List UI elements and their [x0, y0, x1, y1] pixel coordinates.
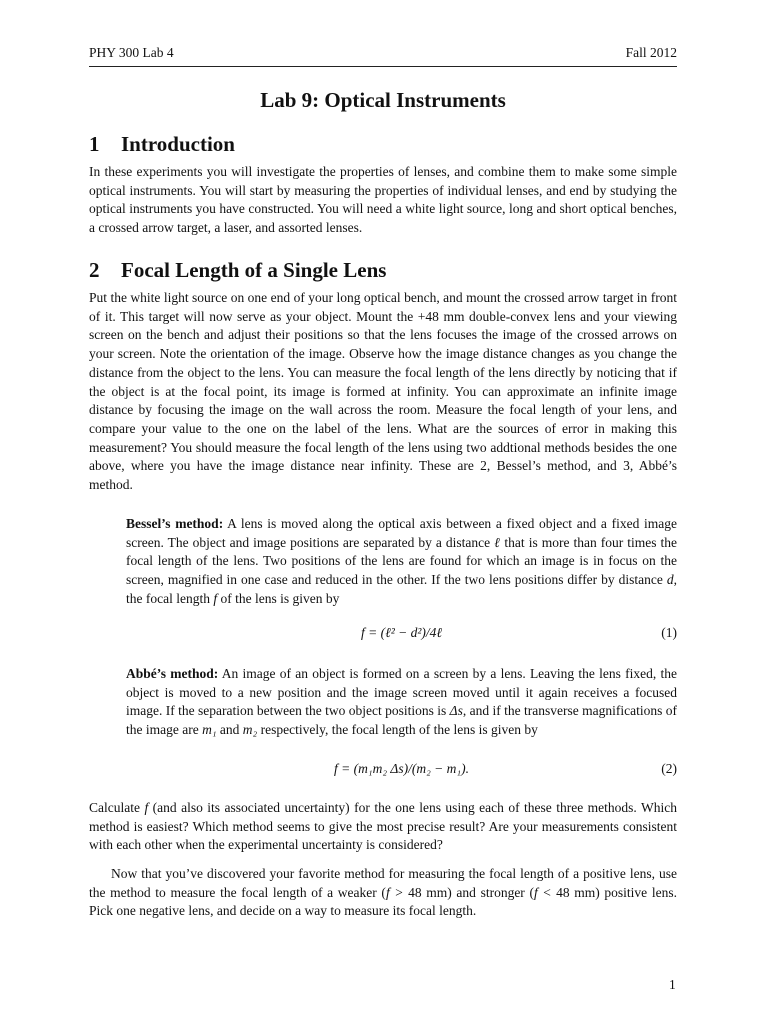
bessel-text: , the focal length	[126, 572, 677, 606]
calculate-paragraph	[89, 799, 677, 855]
section-title: Focal Length of a Single Lens	[121, 258, 387, 282]
abbe-text: An image of an object is formed on a screen by a lens. Leaving the lens fixed, the object is moved to a new position and the image screen moved until it again receives a focused image. If the separation between the two object positions is	[126, 666, 677, 719]
abbe-text: and	[216, 722, 243, 738]
symbol-d: d	[666, 572, 674, 588]
header-course: PHY 300 Lab 4	[89, 45, 174, 60]
symbol-f: f	[144, 800, 149, 815]
bessel-text: that is more than four times the focal length of the lens. Two positions of the lens are found for which an image is in focus on the screen, magnified in one case and reduced in the other. If the two lens positions differ by distance	[126, 534, 677, 588]
header-rule	[89, 66, 677, 67]
bessel-text: A lens is moved along the optical axis between a fixed object and a fixed image screen. The object and image positions are separated by a distance	[126, 516, 677, 550]
equation-2-number: (2)	[661, 761, 677, 776]
symbol-ell: ℓ	[494, 534, 501, 550]
abbe-method-block	[126, 665, 677, 740]
calc-text: Calculate	[89, 800, 145, 815]
symbol-f: f	[213, 590, 218, 606]
symbol-delta-s: Δs	[449, 703, 463, 719]
symbol-m2: m₂	[242, 722, 258, 738]
document-title: Lab 9: Optical Instruments	[260, 88, 506, 112]
symbol-m1: m₁	[202, 722, 217, 738]
condition-stronger: f <	[533, 884, 557, 900]
final-paragraph	[89, 865, 677, 921]
final-text: 48 mm) positive lens. Pick one negative lens, and decide on a way to measure its focal length.	[89, 884, 677, 919]
header-term: Fall 2012	[625, 45, 677, 60]
equation-2	[126, 761, 677, 781]
section-heading-focal-length	[89, 258, 386, 283]
equation-2-expression: f = (m₁m₂ Δs)/(m₂ − m₁).	[334, 761, 469, 776]
focal-length-paragraph: Put the white light source on one end of your long optical bench, and mount the crossed arrow target in front of it. This target will now serve as your object. Mount the +48 mm double-convex lens and your viewing screen on the bench and adjust their positions so that the lens focuses the image of the crossed arrows on your screen. Note the orientation of the image. Observe how the image distance changes as you change the distance from the object to the lens. You can measure the focal length of the lens directly by noticing that if the object is at the focal point, its image is formed at infinity. You can approximate an infinite image distance by focusing the image on the wall across the room. Measure the focal length of your lens, and compare your value to the one on the label of the lens. What are the sources of error in making this measurement? You should measure the focal length of the lens using two addtional methods besides the one above, where you have the image distance near infinity. These are 2, Bessel’s method, and 3, Abbé’s method.	[89, 290, 677, 493]
abbe-label: Abbé’s method:	[126, 666, 219, 681]
intro-paragraph: In these experiments you will investigate the properties of lenses, and combine them to make some simple optical instruments. You will start by measuring the properties of individual lenses, and end by studying the optical instruments you have constructed. You will need a white light source, long and short optical benches, a crossed arrow target, a laser, and assorted lenses.	[89, 164, 677, 236]
final-text: 48 mm) and stronger (	[408, 884, 534, 900]
section-number: 1	[89, 132, 100, 156]
page-number: 1	[669, 977, 676, 992]
section-title: Introduction	[121, 132, 235, 156]
equation-1-expression: f = (ℓ² − d²)/4ℓ	[360, 625, 443, 640]
running-header	[89, 45, 677, 65]
bessel-text: of the lens is given by	[217, 590, 340, 606]
bessel-method-block	[126, 515, 677, 609]
section-heading-introduction	[89, 132, 235, 157]
equation-1-number: (1)	[661, 625, 677, 640]
final-text: Now that you’ve discovered your favorite method for measuring the focal length of a positive lens, use the method to measure the focal length of a weaker (	[89, 866, 677, 900]
equation-1	[126, 625, 677, 645]
abbe-text: respectively, the focal length of the lens is given by	[257, 722, 538, 738]
calc-text: (and also its associated uncertainty) for the one lens using each of these three methods. Which method is easiest? Which method seems to give the most precise result? Are your measurements consistent with each other when the experimental uncertainty is considered?	[89, 800, 677, 853]
section-number: 2	[89, 258, 100, 282]
abbe-text: , and if the transverse magnifications of the image are	[126, 703, 677, 738]
bessel-label: Bessel’s method:	[126, 516, 224, 531]
condition-weaker: f >	[385, 884, 409, 900]
